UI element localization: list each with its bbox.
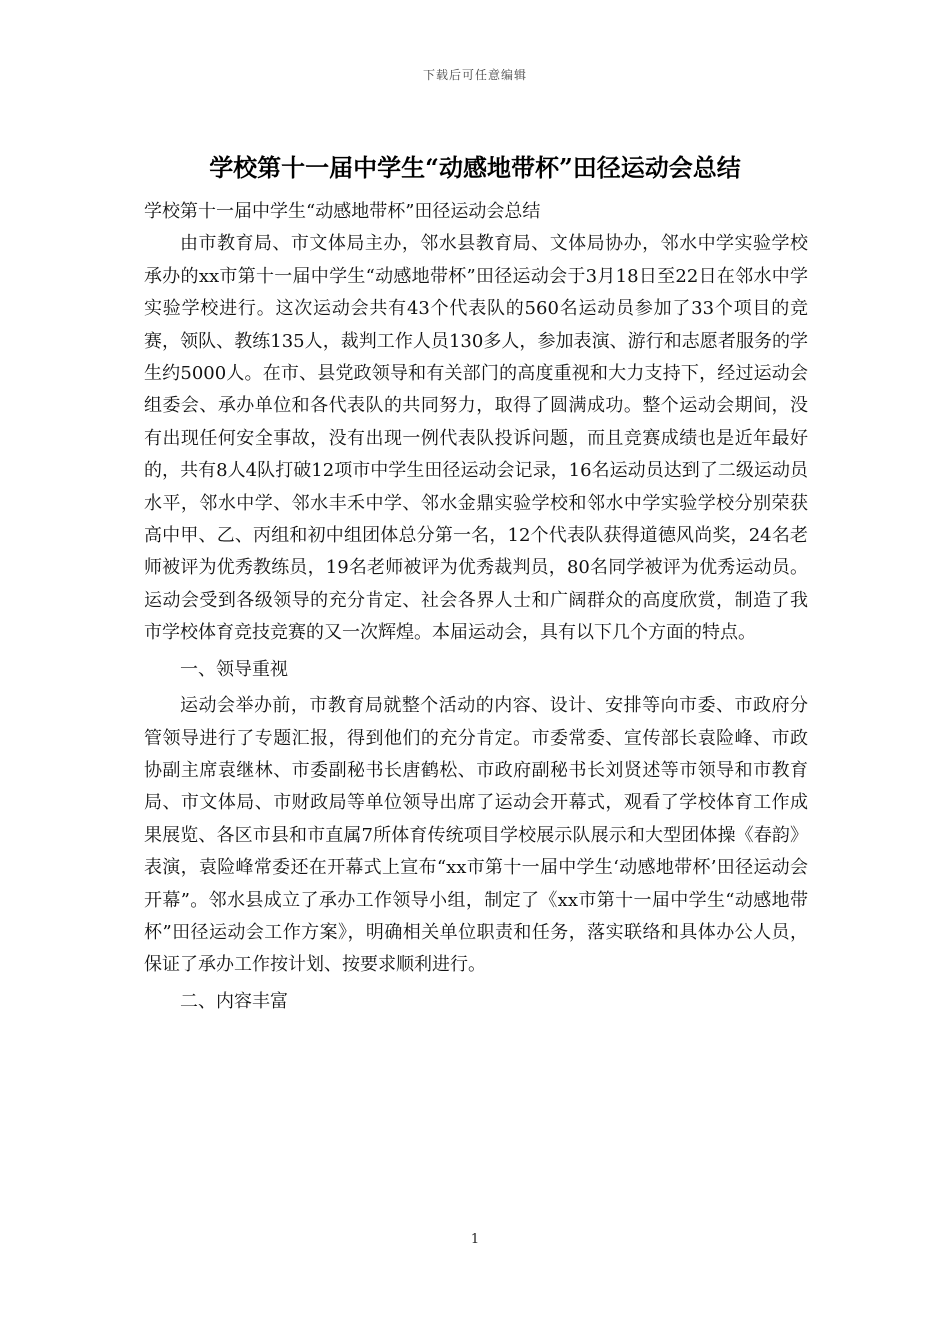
page-number: 1 — [470, 1232, 480, 1247]
document-body — [144, 196, 808, 1018]
section-heading-content: 二、内容丰富 — [180, 990, 288, 1012]
document-subtitle: 学校第十一届中学生“动感地带杯”田径运动会总结 — [144, 201, 541, 222]
section-heading-leadership: 一、领导重视 — [180, 658, 288, 680]
paragraph-leadership: 运动会举办前，市教育局就整个活动的内容、设计、安排等向市委、市政府分管领导进行了专题汇报，得到他们的充分肯定。市委常委、宣传部长袁险峰、市政协副主席袁继林、市委副秘书长唐鹤松、市政府副秘书长刘贤述等市领导和市教育局、市文体局、市财政局等单位领导出席了运动会开幕式，观看了学校体育工作成果展览、各区市县和市直属7所体育传统项目学校展示队展示和大型团体操《春韵》表演，袁险峰常委还在开幕式上宣布“xx市第十一届中学生‘动感地带杯’田径运动会开幕”。邻水县成立了承办工作领导小组，制定了《xx市第十一届中学生“动感地带杯”田径运动会工作方案》，明确相关单位职责和任务，落实联络和具体办公人员，保证了承办工作按计划、按要求顺利进行。 — [144, 695, 808, 976]
page-header-note: 下载后可任意编辑 — [422, 68, 527, 82]
paragraph-intro: 由市教育局、市文体局主办，邻水县教育局、文体局协办，邻水中学实验学校承办的xx市第十一届中学生“动感地带杯”田径运动会于3月18日至22日在邻水中学实验学校进行。这次运动会共有43个代表队的560名运动员参加了33个项目的竞赛，领队、教练135人，裁判工作人员130多人，参加表演、游行和志愿者服务的学生约5000人。在市、县党政领导和有关部门的高度重视和大力支持下，经过运动会组委会、承办单位和各代表队的共同努力，取得了圆满成功。整个运动会期间，没有出现任何安全事故，没有出现一例代表队投诉问题，而且竞赛成绩也是近年最好的，共有8人4队打破12项市中学生田径运动会记录，16名运动员达到了二级运动员水平，邻水中学、邻水丰禾中学、邻水金鼎实验学校和邻水中学实验学校分别荣获高中甲、乙、丙组和初中组团体总分第一名，12个代表队获得道德风尚奖，24名老师被评为优秀教练员，19名老师被评为优秀裁判员，80名同学被评为优秀运动员。运动会受到各级领导的充分肯定、社会各界人士和广阔群众的高度欣赏，制造了我市学校体育竞技竞赛的又一次辉煌。本届运动会，具有以下几个方面的特点。 — [144, 233, 808, 644]
document-title: 学校第十一届中学生“动感地带杯”田径运动会总结 — [209, 153, 741, 182]
